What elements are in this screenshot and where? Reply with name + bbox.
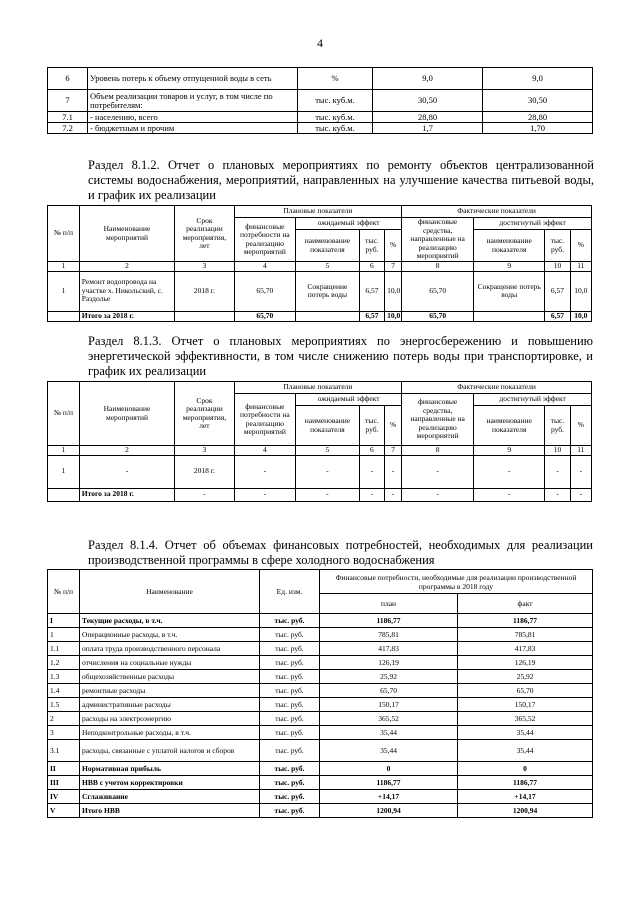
indicator-fact: 1,70 [483,123,593,134]
fin-name-header: Наименование [80,570,260,614]
dash-cell: - [570,455,591,488]
dash-cell: - [234,455,296,488]
dash-cell: - [402,455,474,488]
column-number: 1 [48,446,80,456]
fin-fact-header: финансовые средства, направленные на реализацию мероприятий [402,394,474,446]
finance-fact: +14,17 [458,790,593,804]
column-number: 4 [234,446,296,456]
indicator-row [48,68,593,90]
finance-unit: тыс. руб. [260,698,320,712]
finance-plan: 1200,94 [320,804,458,818]
column-number: 5 [296,262,360,272]
finance-name: оплата труда производственного персонала [80,642,260,656]
fin-needs-header: Финансовые потребности, необходимые для реализации производственной программы в 2018 году [320,570,593,594]
finance-name: Текущие расходы, в т.ч. [80,614,260,628]
page-number: 4 [317,36,323,50]
dash-cell: - [175,488,234,501]
fin-plan-header: финансовые потребности на реализацию мероприятий [234,394,296,446]
pct-header: % [570,406,591,446]
thous-fact-value: 6,57 [545,271,570,311]
column-number: 10 [545,446,570,456]
finance-table [47,569,593,818]
section-813-heading: Раздел 8.1.3. Отчет о плановых мероприятиях по энергосбережению и повышению энергетической эффективности, в том числе снижению потерь воды при транспортировке, и график их реализации [88,334,593,378]
finance-num: 2 [48,712,80,726]
finance-plan: 35,44 [320,726,458,740]
finance-name: отчисления на социальные нужды [80,656,260,670]
indicator-row [48,123,593,134]
finance-unit: тыс. руб. [260,740,320,762]
indicator-plan: 9,0 [373,68,483,90]
dash-cell: - [234,488,296,501]
fin-unit-header: Ед. изм. [260,570,320,614]
finance-unit: тыс. руб. [260,656,320,670]
section-812-heading: Раздел 8.1.2. Отчет о плановых мероприятиях по ремонту объектов централизованной системы водоснабжения, мероприятий, направленных на улучшение качества питьевой воды, и график их реализации [88,158,594,202]
thous-header: тыс. руб. [545,406,570,446]
finance-unit: тыс. руб. [260,804,320,818]
column-number: 8 [402,262,474,272]
finance-plan: 365,52 [320,712,458,726]
finance-unit: тыс. руб. [260,670,320,684]
indicator-fact: Сокращение потерь воды [474,271,545,311]
column-number: 7 [385,446,402,456]
indicators-table [47,67,593,134]
total-pct-fact: 10,0 [570,311,591,321]
finance-num: 3 [48,726,80,740]
finance-fact: 365,52 [458,712,593,726]
finance-fact: 25,92 [458,670,593,684]
actual-header: Фактические показатели [402,382,592,394]
fin-num-header: № п/п [48,570,80,614]
finance-fact: 35,44 [458,726,593,740]
indicator-row [48,90,593,112]
measure-term: 2018 г. [175,271,234,311]
indicator-name: - населению, всего [88,112,298,123]
finance-row [48,642,593,656]
finance-name: расходы, связанные с уплатой налогов и сборов [80,740,260,762]
indicator-num: 6 [48,68,88,90]
dash-cell: - [402,488,474,501]
dash-cell: - [296,455,360,488]
ind-name-header: наименование показателя [474,406,545,446]
total-fin-fact: 65,70 [402,311,474,321]
fin-fact-header: финансовые средства, направленные на реализацию мероприятий [402,218,474,262]
column-number: 9 [474,446,545,456]
column-number: 10 [545,262,570,272]
dash-cell: - [385,455,402,488]
pct-header: % [570,230,591,262]
finance-plan: 35,44 [320,740,458,762]
fin-fact-header: факт [458,594,593,614]
indicator-fact: 28,80 [483,112,593,123]
indicator-name: - бюджетным и прочим [88,123,298,134]
row-num: 1 [48,271,80,311]
indicator-unit: тыс. куб.м. [298,123,373,134]
finance-name: Сглаживание [80,790,260,804]
total-pct-plan: 10,0 [385,311,402,321]
finance-num: III [48,776,80,790]
planned-header: Плановые показатели [234,206,402,218]
measure-term: 2018 г. [175,455,234,488]
finance-plan: 417,83 [320,642,458,656]
indicator-plan: 28,80 [373,112,483,123]
finance-name: Нормативная прибыль [80,762,260,776]
finance-name: Неподконтрольные расходы, в т.ч. [80,726,260,740]
finance-plan: 785,81 [320,628,458,642]
finance-num: V [48,804,80,818]
indicator-name: Объем реализации товаров и услуг, в том числе по потребителям: [88,90,298,112]
finance-num: 1 [48,628,80,642]
expected-effect-header: ожидаемый эффект [296,394,402,406]
column-number: 9 [474,262,545,272]
measure-name: - [79,455,174,488]
dash-cell: - [474,455,545,488]
finance-num: 1.3 [48,670,80,684]
pct-header: % [385,406,402,446]
finance-num: II [48,762,80,776]
finance-fact: 785,81 [458,628,593,642]
finance-row [48,790,593,804]
finance-unit: тыс. руб. [260,614,320,628]
indicator-num: 7.2 [48,123,88,134]
total-label: Итого за 2018 г. [79,311,174,321]
row-num: 1 [48,455,80,488]
column-number: 7 [385,262,402,272]
finance-fact: 1186,77 [458,776,593,790]
indicator-unit: тыс. куб.м. [298,112,373,123]
dash-cell: - [474,488,545,501]
column-number: 2 [79,262,174,272]
fin-fact-value: 65,70 [402,271,474,311]
finance-plan: +14,17 [320,790,458,804]
pct-header: % [385,230,402,262]
finance-row [48,776,593,790]
indicator-fact: 30,50 [483,90,593,112]
finance-name: административные расходы [80,698,260,712]
fin-plan-header: финансовые потребности на реализацию мероприятий [234,218,296,262]
finance-fact: 150,17 [458,698,593,712]
column-number: 3 [175,446,234,456]
column-number: 11 [570,262,591,272]
finance-unit: тыс. руб. [260,628,320,642]
finance-fact: 417,83 [458,642,593,656]
dash-cell: - [385,488,402,501]
column-number: 6 [359,446,384,456]
actual-header: Фактические показатели [402,206,592,218]
column-number: 4 [234,262,296,272]
finance-name: ремонтные расходы [80,684,260,698]
finance-fact: 126,19 [458,656,593,670]
finance-row [48,656,593,670]
thous-header: тыс. руб. [359,406,384,446]
finance-plan: 0 [320,762,458,776]
column-number: 8 [402,446,474,456]
column-number: 2 [79,446,174,456]
col-name-header: Наименование мероприятий [79,382,174,446]
column-numbers-row [48,262,592,272]
finance-num: 1.5 [48,698,80,712]
finance-row [48,684,593,698]
finance-name: общехозяйственные расходы [80,670,260,684]
finance-fact: 1186,77 [458,614,593,628]
finance-row [48,726,593,740]
finance-row [48,740,593,762]
finance-plan: 126,19 [320,656,458,670]
finance-plan: 25,92 [320,670,458,684]
total-thous-fact: 6,57 [545,311,570,321]
column-number: 6 [359,262,384,272]
col-term-header: Срок реализации мероприятия, лет [175,382,234,446]
indicator-plan: Сокращение потерь воды [296,271,360,311]
finance-unit: тыс. руб. [260,762,320,776]
finance-fact: 65,70 [458,684,593,698]
finance-num: 1.2 [48,656,80,670]
finance-fact: 0 [458,762,593,776]
planned-header: Плановые показатели [234,382,402,394]
col-term-header: Срок реализации мероприятия, лет [175,206,234,262]
column-number: 3 [175,262,234,272]
indicator-plan: 1,7 [373,123,483,134]
finance-unit: тыс. руб. [260,776,320,790]
indicator-fact: 9,0 [483,68,593,90]
indicator-unit: тыс. куб.м. [298,90,373,112]
measure-name: Ремонт водопровода на участке х. Никольский, с. Раздолье [79,271,174,311]
column-number: 5 [296,446,360,456]
finance-unit: тыс. руб. [260,712,320,726]
dash-cell: - [359,455,384,488]
col-num-header: № п/п [48,206,80,262]
dash-cell: - [296,488,360,501]
column-numbers-row [48,446,592,456]
fin-plan-value: 65,70 [234,271,296,311]
total-label: Итого за 2018 г. [79,488,174,501]
thous-header: тыс. руб. [359,230,384,262]
finance-row [48,628,593,642]
indicator-plan: 30,50 [373,90,483,112]
finance-plan: 65,70 [320,684,458,698]
achieved-effect-header: достигнутый эффект [474,218,592,230]
finance-unit: тыс. руб. [260,790,320,804]
finance-num: 1.4 [48,684,80,698]
dash-cell: - [545,488,570,501]
finance-plan: 1186,77 [320,614,458,628]
fin-plan-header: план [320,594,458,614]
thous-plan-value: 6,57 [359,271,384,311]
finance-plan: 1186,77 [320,776,458,790]
dash-cell: - [545,455,570,488]
pct-fact-value: 10,0 [570,271,591,311]
finance-row [48,712,593,726]
indicator-num: 7.1 [48,112,88,123]
achieved-effect-header: достигнутый эффект [474,394,592,406]
finance-row [48,670,593,684]
finance-name: Итого НВВ [80,804,260,818]
finance-num: 1.1 [48,642,80,656]
column-number: 1 [48,262,80,272]
finance-fact: 1200,94 [458,804,593,818]
finance-plan: 150,17 [320,698,458,712]
total-thous-plan: 6,57 [359,311,384,321]
finance-fact: 35,44 [458,740,593,762]
dash-cell: - [570,488,591,501]
finance-row [48,698,593,712]
finance-unit: тыс. руб. [260,684,320,698]
finance-num: I [48,614,80,628]
finance-row [48,614,593,628]
finance-name: расходы на электроэнергию [80,712,260,726]
col-num-header: № п/п [48,382,80,446]
column-number: 11 [570,446,591,456]
measures-812-table [47,205,592,322]
finance-name: Операционные расходы, в т.ч. [80,628,260,642]
expected-effect-header: ожидаемый эффект [296,218,402,230]
section-814-heading: Раздел 8.1.4. Отчет об объемах финансовых потребностей, необходимых для реализации производственной программы в сфере холодного водоснабжения [88,538,593,567]
ind-name-header: наименование показателя [296,230,360,262]
ind-name-header: наименование показателя [296,406,360,446]
finance-num: IV [48,790,80,804]
total-fin-plan: 65,70 [234,311,296,321]
indicator-unit: % [298,68,373,90]
indicator-num: 7 [48,90,88,112]
finance-row [48,762,593,776]
finance-unit: тыс. руб. [260,642,320,656]
dash-cell: - [359,488,384,501]
ind-name-header: наименование показателя [474,230,545,262]
indicator-name: Уровень потерь к объему отпущенной воды в сеть [88,68,298,90]
thous-header: тыс. руб. [545,230,570,262]
pct-plan-value: 10,0 [385,271,402,311]
finance-unit: тыс. руб. [260,726,320,740]
col-name-header: Наименование мероприятий [79,206,174,262]
finance-row [48,804,593,818]
finance-name: НВВ с учетом корректировки [80,776,260,790]
measures-813-table [47,381,592,502]
finance-num: 3.1 [48,740,80,762]
indicator-row [48,112,593,123]
